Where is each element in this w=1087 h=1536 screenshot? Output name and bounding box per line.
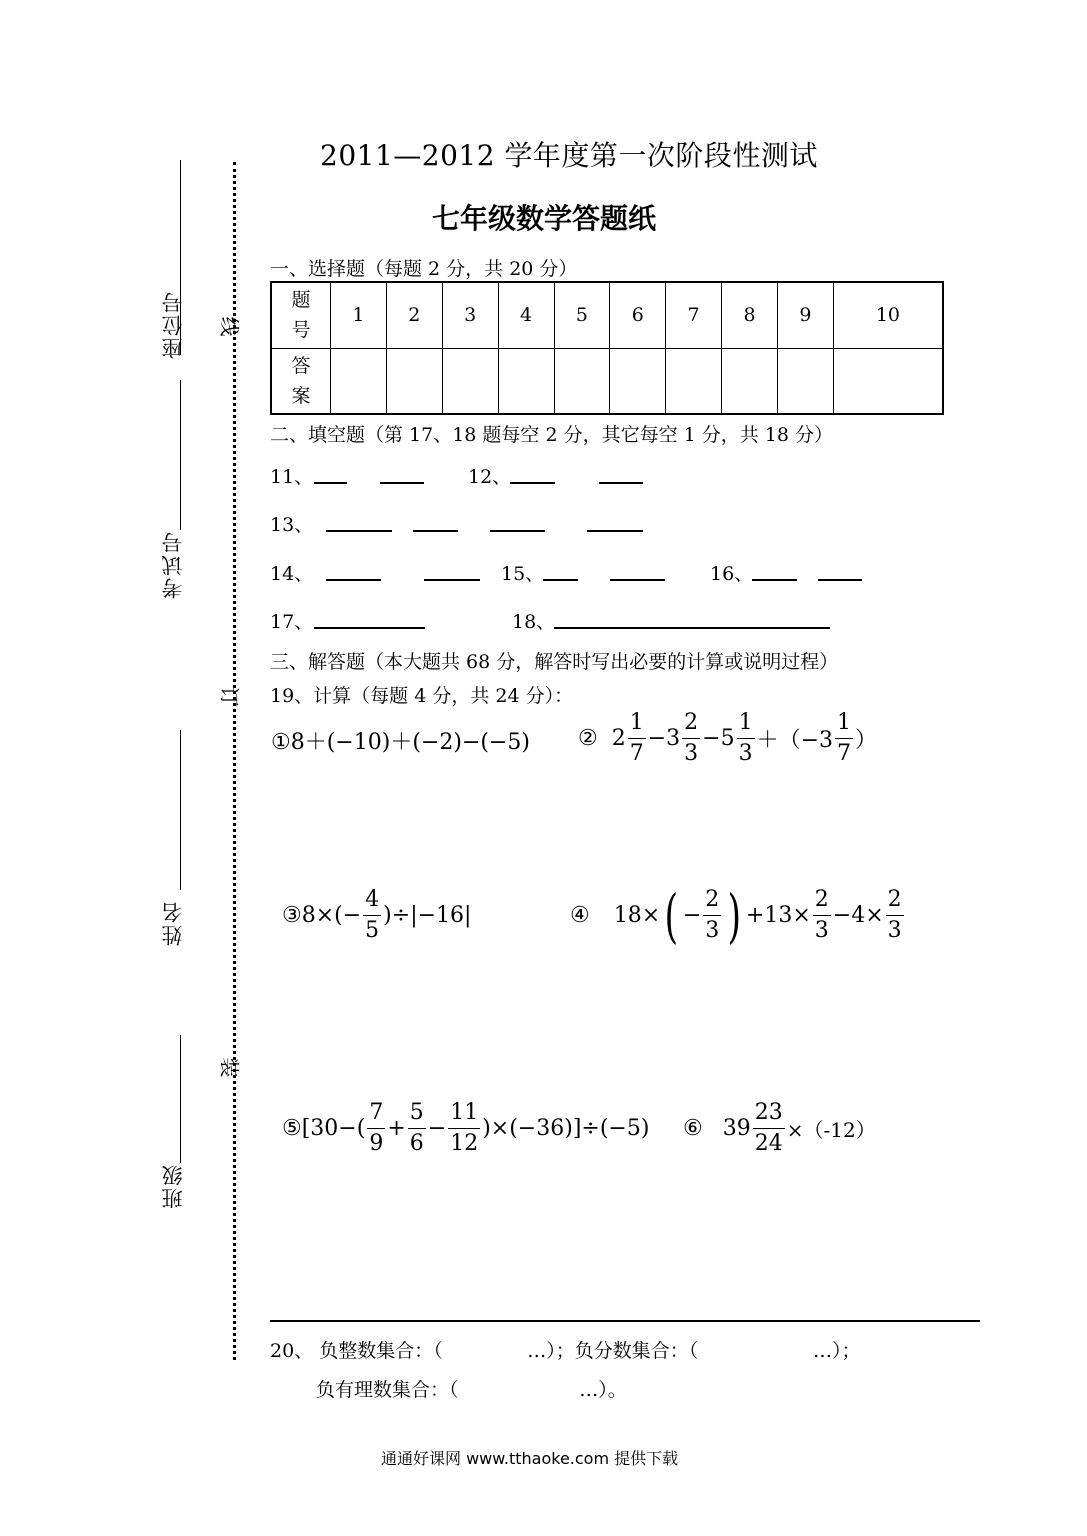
- q15-blank-2[interactable]: [610, 561, 665, 581]
- paren-close: ): [727, 881, 742, 950]
- calc-expr-1: ①8＋(−10)＋(−2)−(−5): [271, 730, 530, 755]
- q15-blank-1[interactable]: [543, 561, 578, 581]
- q20-line-2: 负有理数集合：（ …）。: [316, 1379, 627, 1401]
- class-line: [180, 1035, 181, 1163]
- binding-char-ding: 订: [217, 686, 242, 707]
- answer-cell[interactable]: [442, 348, 498, 414]
- q14-blank-1[interactable]: [326, 561, 381, 581]
- calc-expr-2: ② 2 $\frac{1}{7}$ −3 $\frac{2}{3}$ −5 $\frac{1}{3}$ ＋（−3 $\frac{1}{7}$ ）: [578, 710, 878, 766]
- table-cell: 2: [386, 282, 442, 348]
- answer-cell[interactable]: [778, 348, 834, 414]
- q11-blank-2[interactable]: [380, 464, 424, 484]
- q16-blank-2[interactable]: [818, 561, 862, 581]
- table-cell: 6: [610, 282, 666, 348]
- calc-expr-3: ③8×(− $\frac{4}{5}$ )÷|−16|: [282, 887, 472, 943]
- q11-blank-1[interactable]: [314, 464, 347, 484]
- q16-label: 16、: [710, 563, 754, 585]
- class-label: 班级: [161, 1163, 185, 1209]
- q20-line-1: 20、 负整数集合：（ …）；负分数集合：（ …）；: [270, 1340, 861, 1362]
- q13-blank-4[interactable]: [587, 512, 643, 532]
- separator-line: [270, 1320, 980, 1322]
- section-solve-heading: 三、解答题（本大题共 68 分，解答时写出必要的计算或说明过程）: [270, 651, 839, 673]
- calc-expr-4: ④ 18× ( − $\frac{2}{3}$ ) +13× $\frac{2}{3}$ −4× $\frac{2}{3}$: [570, 881, 902, 950]
- calc-expr-5: ⑤[30−( $\frac{7}{9}$ + $\frac{5}{6}$ − $\frac{11}{12}$ )×(−36)]÷(−5): [282, 1100, 650, 1156]
- table-cell: 3: [442, 282, 498, 348]
- q18-blank[interactable]: [554, 609, 830, 629]
- answer-cell[interactable]: [722, 348, 778, 414]
- exam-line: [180, 380, 181, 530]
- answer-cell[interactable]: [498, 348, 554, 414]
- row-label-number: 题 号: [271, 282, 331, 348]
- q15-label: 15、: [501, 563, 545, 585]
- calc-expr-6: ⑥ 39 $\frac{23}{24}$ ×（-12）: [683, 1100, 876, 1156]
- answer-table: [270, 281, 944, 415]
- table-cell: 9: [778, 282, 834, 348]
- seat-label: 座位号: [161, 290, 185, 359]
- answer-cell[interactable]: [386, 348, 442, 414]
- binding-char-xian: 线: [217, 316, 242, 337]
- row-label-answer: 答 案: [271, 348, 331, 414]
- q11-label: 11、: [270, 466, 314, 488]
- table-cell: 1: [331, 282, 387, 348]
- q12-blank-2[interactable]: [599, 464, 643, 484]
- section-fill-heading: 二、填空题（第 17、18 题每空 2 分，其它每空 1 分，共 18 分）: [270, 424, 834, 446]
- table-cell: 10: [833, 282, 943, 348]
- table-cell: 4: [498, 282, 554, 348]
- table-cell: 8: [722, 282, 778, 348]
- q17-blank[interactable]: [314, 609, 425, 629]
- paren-open: (: [664, 881, 679, 950]
- answer-cell[interactable]: [610, 348, 666, 414]
- page-subtitle: 七年级数学答题纸: [432, 202, 657, 235]
- answer-cell[interactable]: [666, 348, 722, 414]
- q12-blank-1[interactable]: [510, 464, 555, 484]
- q13-blank-2[interactable]: [413, 512, 458, 532]
- answer-cell[interactable]: [554, 348, 610, 414]
- q12-label: 12、: [468, 466, 512, 488]
- page-title: 2011—2012 学年度第一次阶段性测试: [320, 139, 818, 172]
- q13-blank-1[interactable]: [326, 512, 392, 532]
- binding-char-zhuang: 装: [217, 1057, 242, 1078]
- answer-cell[interactable]: [833, 348, 943, 414]
- name-label: 姓名: [161, 900, 185, 946]
- name-line: [180, 730, 181, 890]
- table-row: [271, 282, 943, 348]
- binding-dotted-line: [233, 162, 236, 1360]
- table-cell: 7: [666, 282, 722, 348]
- q17-label: 17、: [270, 611, 314, 633]
- exam-label: 考试号: [161, 530, 185, 599]
- section-choice-heading: 一、选择题（每题 2 分，共 20 分）: [270, 258, 578, 280]
- q18-label: 18、: [512, 611, 556, 633]
- footer-credit: 通通好课网 www.tthaoke.com 提供下载: [381, 1449, 679, 1468]
- q13-label: 13、: [270, 514, 314, 536]
- table-row: [271, 348, 943, 414]
- table-cell: 5: [554, 282, 610, 348]
- answer-cell[interactable]: [331, 348, 387, 414]
- q14-blank-2[interactable]: [424, 561, 480, 581]
- q13-blank-3[interactable]: [490, 512, 545, 532]
- q14-label: 14、: [270, 563, 314, 585]
- q19-heading: 19、计算（每题 4 分，共 24 分）：: [270, 685, 574, 707]
- q16-blank-1[interactable]: [752, 561, 797, 581]
